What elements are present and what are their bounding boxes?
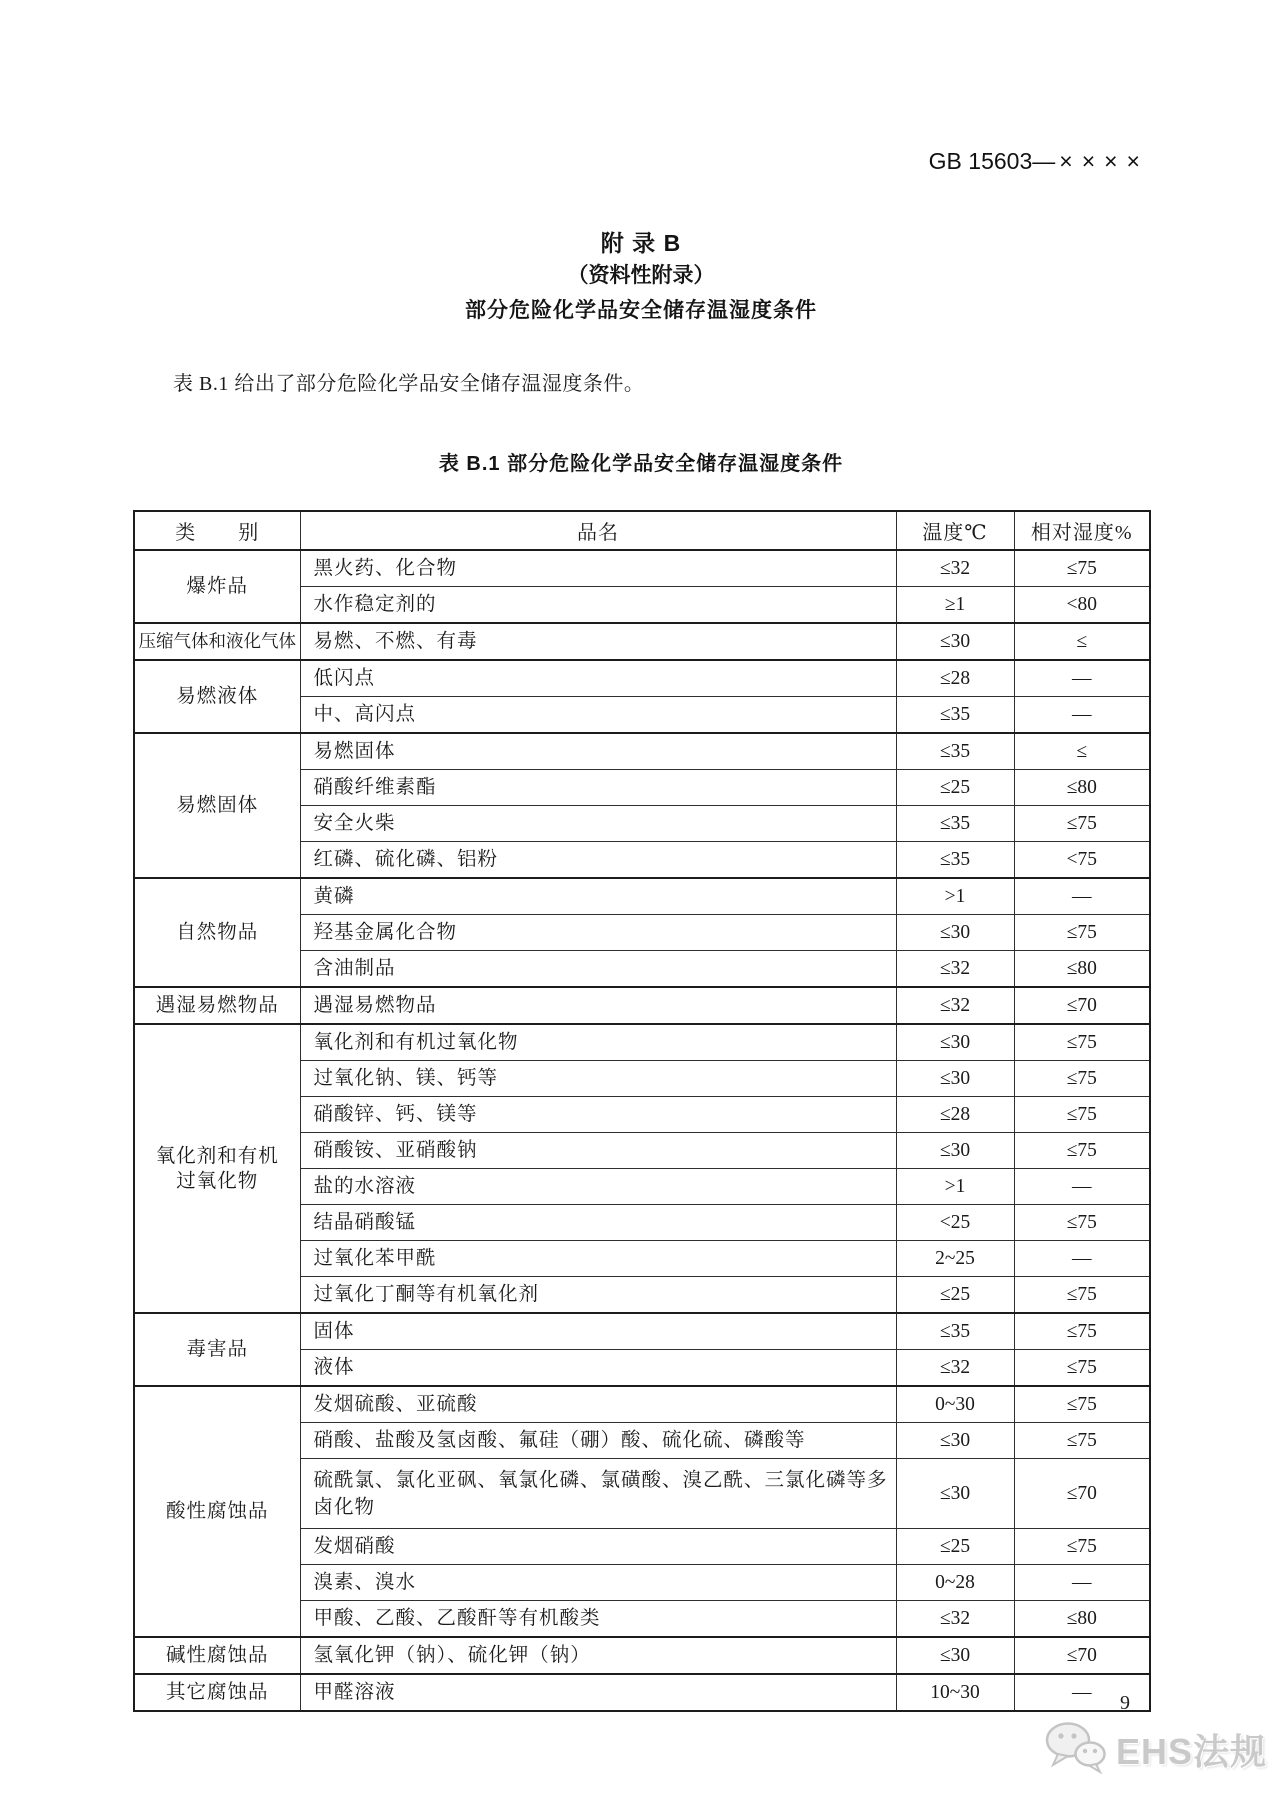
- category-label-line: 爆炸品: [186, 576, 248, 597]
- category-cell: [134, 1024, 300, 1313]
- humidity-cell: ≤75: [1014, 1133, 1150, 1169]
- temperature-cell: ≤32: [896, 1601, 1014, 1638]
- temperature-cell: >1: [896, 878, 1014, 915]
- temperature-cell: ≤35: [896, 1313, 1014, 1350]
- column-header-category: 类 别: [134, 511, 300, 550]
- table-row: [134, 987, 1150, 1024]
- column-header-product: 品名: [300, 511, 896, 550]
- product-name-cell: 硝酸、盐酸及氢卤酸、氟硅（硼）酸、硫化硫、磷酸等: [300, 1423, 896, 1459]
- temperature-cell: ≤30: [896, 1637, 1014, 1674]
- humidity-cell: ≤75: [1014, 1097, 1150, 1133]
- temperature-cell: ≤35: [896, 806, 1014, 842]
- product-name-cell: 易燃、不燃、有毒: [300, 623, 896, 660]
- temperature-cell: ≤30: [896, 1133, 1014, 1169]
- temperature-cell: ≤25: [896, 1529, 1014, 1565]
- humidity-cell: ≤75: [1014, 1529, 1150, 1565]
- product-name-cell: 结晶硝酸锰: [300, 1205, 896, 1241]
- appendix-heading: 部分危险化学品安全储存温湿度条件: [465, 299, 817, 322]
- humidity-cell: —: [1014, 697, 1150, 734]
- appendix-title: 附 录 B: [600, 230, 682, 256]
- category-cell: [134, 660, 300, 733]
- category-cell: [134, 1674, 300, 1711]
- temperature-cell: ≤35: [896, 733, 1014, 770]
- table-row: [134, 1024, 1150, 1061]
- category-label-line: 其它腐蚀品: [165, 1682, 269, 1703]
- temperature-cell: ≤32: [896, 1350, 1014, 1387]
- temperature-cell: 0~30: [896, 1386, 1014, 1423]
- temperature-cell: ≤32: [896, 987, 1014, 1024]
- table-row: [134, 1674, 1150, 1711]
- product-name-cell: 过氧化钠、镁、钙等: [300, 1061, 896, 1097]
- temperature-cell: ≥1: [896, 587, 1014, 624]
- table-caption: 表 B.1 部分危险化学品安全储存温湿度条件: [438, 453, 844, 475]
- table-row: [134, 1637, 1150, 1674]
- product-name-cell: 过氧化苯甲酰: [300, 1241, 896, 1277]
- table-row: [134, 1313, 1150, 1350]
- category-label-line: 酸性腐蚀品: [165, 1501, 269, 1522]
- humidity-cell: —: [1014, 1241, 1150, 1277]
- humidity-cell: ≤75: [1014, 1313, 1150, 1350]
- product-name-cell: 羟基金属化合物: [300, 915, 896, 951]
- temperature-cell: ≤28: [896, 660, 1014, 697]
- humidity-cell: ≤: [1014, 623, 1150, 660]
- product-name-cell: 中、高闪点: [300, 697, 896, 734]
- category-cell: [134, 987, 300, 1024]
- humidity-cell: —: [1014, 1169, 1150, 1205]
- standard-number: [929, 148, 1149, 175]
- category-cell: [134, 733, 300, 878]
- table-row: [134, 623, 1150, 660]
- table-body: [134, 550, 1150, 1711]
- category-label-line: 碱性腐蚀品: [165, 1645, 269, 1666]
- humidity-cell: ≤70: [1014, 987, 1150, 1024]
- product-name-cell: 水作稳定剂的: [300, 587, 896, 624]
- humidity-cell: ≤75: [1014, 915, 1150, 951]
- product-name-cell: 含油制品: [300, 951, 896, 988]
- category-label-line: 过氧化物: [176, 1170, 259, 1192]
- watermark: [1044, 1720, 1267, 1779]
- temperature-cell: ≤28: [896, 1097, 1014, 1133]
- column-header-temperature: 温度℃: [896, 511, 1014, 550]
- humidity-cell: ≤80: [1014, 1601, 1150, 1638]
- humidity-cell: ≤75: [1014, 1386, 1150, 1423]
- product-name-cell: 甲酸、乙酸、乙酸酐等有机酸类: [300, 1601, 896, 1638]
- product-name-cell: 发烟硝酸: [300, 1529, 896, 1565]
- humidity-cell: —: [1014, 660, 1150, 697]
- temperature-cell: ≤35: [896, 842, 1014, 879]
- humidity-cell: ≤: [1014, 733, 1150, 770]
- temperature-cell: 2~25: [896, 1241, 1014, 1277]
- product-name-cell: 液体: [300, 1350, 896, 1387]
- humidity-cell: ≤75: [1014, 1350, 1150, 1387]
- category-label-line: 易燃液体: [176, 686, 259, 707]
- category-label-line: 毒害品: [186, 1339, 248, 1360]
- temperature-cell: >1: [896, 1169, 1014, 1205]
- category-label-line: 氧化剂和有机: [155, 1145, 279, 1167]
- product-name-cell: 硝酸锌、钙、镁等: [300, 1097, 896, 1133]
- appendix-subtitle: （资料性附录）: [567, 264, 715, 287]
- temperature-cell: ≤32: [896, 550, 1014, 587]
- table-row: [134, 733, 1150, 770]
- category-label-line: 易燃固体: [176, 795, 259, 816]
- humidity-cell: ≤75: [1014, 550, 1150, 587]
- category-cell: [134, 1637, 300, 1674]
- category-cell: [134, 623, 300, 660]
- temperature-cell: ≤30: [896, 1061, 1014, 1097]
- product-name-cell: 氢氧化钾（钠）、硫化钾（钠）: [300, 1637, 896, 1674]
- product-name-cell: 甲醛溶液: [300, 1674, 896, 1711]
- temperature-cell: ≤35: [896, 697, 1014, 734]
- temperature-cell: 10~30: [896, 1674, 1014, 1711]
- product-name-cell: 过氧化丁酮等有机氧化剂: [300, 1277, 896, 1314]
- watermark-text: EHS法规: [1116, 1731, 1268, 1772]
- column-header-humidity: 相对湿度%: [1014, 511, 1150, 550]
- temperature-cell: ≤32: [896, 951, 1014, 988]
- table-row: [134, 660, 1150, 697]
- temperature-cell: ≤30: [896, 623, 1014, 660]
- storage-conditions-table: [133, 510, 1151, 1712]
- temperature-cell: ≤30: [896, 1024, 1014, 1061]
- temperature-cell: ≤25: [896, 1277, 1014, 1314]
- humidity-cell: —: [1014, 1565, 1150, 1601]
- product-name-cell: 安全火柴: [300, 806, 896, 842]
- product-name-cell: 发烟硫酸、亚硫酸: [300, 1386, 896, 1423]
- standard-number-prefix: GB 15603—: [928, 148, 1056, 174]
- product-name-cell: 易燃固体: [300, 733, 896, 770]
- temperature-cell: 0~28: [896, 1565, 1014, 1601]
- category-label-line: 遇湿易燃物品: [155, 995, 279, 1016]
- category-cell: [134, 1386, 300, 1637]
- humidity-cell: <80: [1014, 587, 1150, 624]
- table-header-row: [134, 511, 1150, 550]
- humidity-cell: ≤75: [1014, 806, 1150, 842]
- humidity-cell: ≤75: [1014, 1423, 1150, 1459]
- wechat-icon: [1044, 1720, 1108, 1779]
- humidity-cell: ≤70: [1014, 1459, 1150, 1529]
- table-header: [134, 511, 1150, 550]
- table-row: [134, 1386, 1150, 1423]
- product-name-cell: 红磷、硫化磷、铝粉: [300, 842, 896, 879]
- product-name-cell: 硝酸纤维素酯: [300, 770, 896, 806]
- temperature-cell: ≤30: [896, 915, 1014, 951]
- humidity-cell: ≤75: [1014, 1277, 1150, 1314]
- category-cell: [134, 878, 300, 987]
- product-name-cell: 盐的水溶液: [300, 1169, 896, 1205]
- intro-paragraph: 表 B.1 给出了部分危险化学品安全储存温湿度条件。: [173, 373, 645, 395]
- category-label-line: 自然物品: [176, 922, 259, 943]
- temperature-cell: ≤30: [896, 1459, 1014, 1529]
- table-row: [134, 878, 1150, 915]
- temperature-cell: ≤30: [896, 1423, 1014, 1459]
- product-name-cell: 遇湿易燃物品: [300, 987, 896, 1024]
- temperature-cell: ≤25: [896, 770, 1014, 806]
- table-row: [134, 550, 1150, 587]
- humidity-cell: ≤80: [1014, 770, 1150, 806]
- category-cell: [134, 1313, 300, 1386]
- temperature-cell: <25: [896, 1205, 1014, 1241]
- product-name-cell: 溴素、溴水: [300, 1565, 896, 1601]
- product-name-cell: 黄磷: [300, 878, 896, 915]
- product-name-cell: 氧化剂和有机过氧化物: [300, 1024, 896, 1061]
- humidity-cell: ≤80: [1014, 951, 1150, 988]
- humidity-cell: ≤75: [1014, 1061, 1150, 1097]
- page-number: 9: [1120, 1692, 1130, 1714]
- humidity-cell: —: [1014, 1674, 1150, 1711]
- humidity-cell: <75: [1014, 842, 1150, 879]
- humidity-cell: ≤75: [1014, 1205, 1150, 1241]
- product-name-cell: 硝酸铵、亚硝酸钠: [300, 1133, 896, 1169]
- category-cell: [134, 550, 300, 623]
- standard-number-placeholders: ××××: [1059, 148, 1149, 174]
- humidity-cell: ≤75: [1014, 1024, 1150, 1061]
- product-name-cell: 固体: [300, 1313, 896, 1350]
- content-column: [133, 0, 1149, 1810]
- category-label-line: 压缩气体和液化气体: [138, 631, 296, 651]
- product-name-cell: 黑火药、化合物: [300, 550, 896, 587]
- product-name-cell: 硫酰氯、氯化亚砜、氧氯化磷、氯磺酸、溴乙酰、三氯化磷等多卤化物: [300, 1459, 896, 1529]
- humidity-cell: ≤70: [1014, 1637, 1150, 1674]
- product-name-cell: 低闪点: [300, 660, 896, 697]
- humidity-cell: —: [1014, 878, 1150, 915]
